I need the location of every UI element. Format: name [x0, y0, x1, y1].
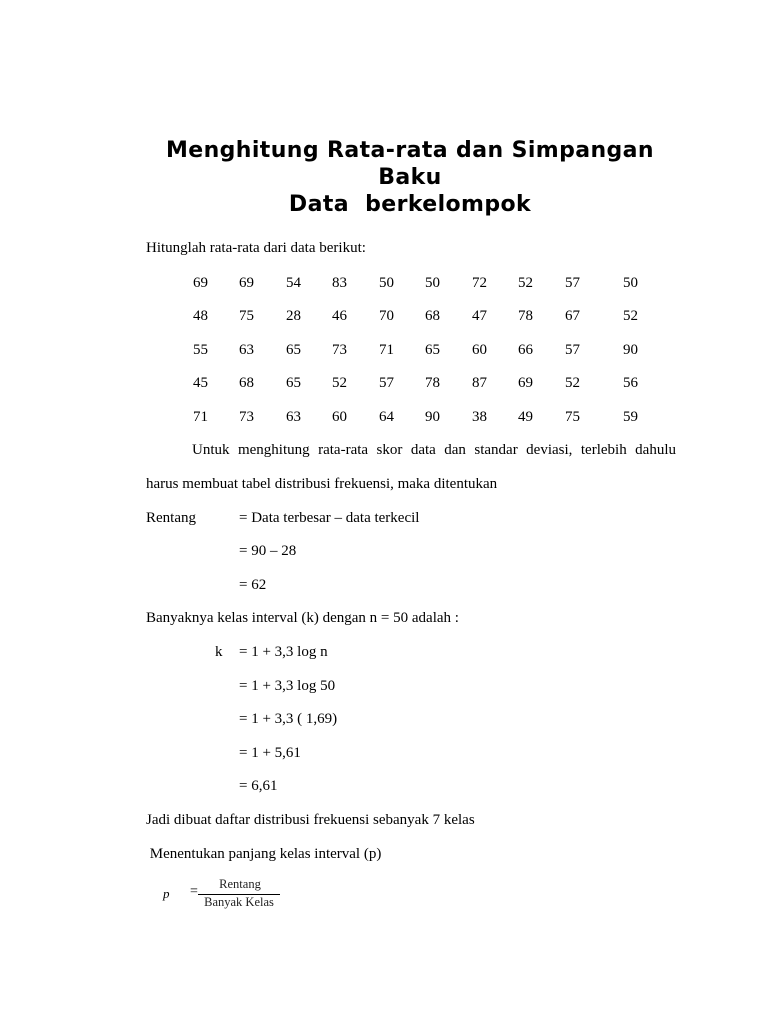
k-step-3: = 1 + 3,3 ( 1,69)	[239, 711, 338, 727]
k-step-2: = 1 + 3,3 log 50	[239, 678, 336, 694]
formula-denominator: Banyak Kelas	[204, 895, 274, 909]
data-cell: 52	[623, 308, 638, 324]
data-cell: 50	[623, 275, 638, 291]
data-cell: 52	[565, 375, 580, 391]
intro-text: Hitunglah rata-rata dari data berikut:	[146, 240, 366, 256]
kelas-intro: Banyaknya kelas interval (k) dengan n = 50 adalah :	[146, 610, 459, 626]
data-cell: 45	[193, 375, 208, 391]
title-line-3: Data berkelompok	[288, 192, 532, 217]
paragraph-line-1: Untuk menghitung rata-rata skor data dan standar deviasi, terlebih dahulu	[192, 442, 676, 458]
data-cell: 60	[472, 342, 487, 358]
data-cell: 50	[425, 275, 440, 291]
data-cell: 75	[239, 308, 254, 324]
data-cell: 60	[332, 409, 347, 425]
rentang-step-1: = Data terbesar – data terkecil	[239, 510, 420, 526]
data-cell: 73	[239, 409, 254, 425]
rentang-step-2: = 90 – 28	[239, 543, 297, 559]
data-cell: 71	[379, 342, 394, 358]
rentang-step-3: = 62	[239, 577, 267, 593]
data-cell: 47	[472, 308, 487, 324]
data-cell: 57	[565, 275, 580, 291]
data-cell: 67	[565, 308, 580, 324]
data-cell: 57	[379, 375, 394, 391]
data-cell: 50	[379, 275, 394, 291]
data-cell: 63	[286, 409, 301, 425]
data-cell: 55	[193, 342, 208, 358]
data-cell: 59	[623, 409, 638, 425]
data-cell: 78	[518, 308, 533, 324]
data-cell: 78	[425, 375, 440, 391]
panjang-kelas-formula	[160, 876, 300, 916]
data-cell: 90	[623, 342, 638, 358]
data-cell: 72	[472, 275, 487, 291]
data-cell: 68	[239, 375, 254, 391]
panjang-intro: Menentukan panjang kelas interval (p)	[146, 846, 382, 862]
title-line-2: Baku	[378, 165, 442, 190]
data-cell: 65	[286, 375, 301, 391]
data-cell: 63	[239, 342, 254, 358]
data-cell: 65	[286, 342, 301, 358]
conclusion-text: Jadi dibuat daftar distribusi frekuensi sebanyak 7 kelas	[146, 812, 475, 828]
data-cell: 87	[472, 375, 487, 391]
data-cell: 56	[623, 375, 638, 391]
data-cell: 70	[379, 308, 394, 324]
data-cell: 90	[425, 409, 440, 425]
data-cell: 75	[565, 409, 580, 425]
rentang-label: Rentang	[146, 510, 196, 526]
k-step-1: = 1 + 3,3 log n	[239, 644, 328, 660]
k-step-4: = 1 + 5,61	[239, 745, 301, 761]
data-cell: 66	[518, 342, 533, 358]
page-title	[100, 137, 720, 218]
data-cell: 69	[193, 275, 208, 291]
data-cell: 71	[193, 409, 208, 425]
data-cell: 49	[518, 409, 533, 425]
formula-equals: =	[190, 884, 198, 899]
data-cell: 54	[286, 275, 301, 291]
data-cell: 57	[565, 342, 580, 358]
title-line-1: Menghitung Rata-rata dan Simpangan	[165, 138, 654, 163]
data-cell: 69	[518, 375, 533, 391]
data-cell: 28	[286, 308, 301, 324]
data-cell: 68	[425, 308, 440, 324]
data-cell: 46	[332, 308, 347, 324]
formula-lhs: p	[163, 886, 170, 901]
paragraph-line-2: harus membuat tabel distribusi frekuensi, maka ditentukan	[146, 476, 498, 492]
data-cell: 83	[332, 275, 347, 291]
data-cell: 73	[332, 342, 347, 358]
k-step-5: = 6,61	[239, 778, 278, 794]
data-cell: 48	[193, 308, 208, 324]
data-cell: 69	[239, 275, 254, 291]
data-cell: 65	[425, 342, 440, 358]
data-cell: 38	[472, 409, 487, 425]
data-cell: 64	[379, 409, 394, 425]
data-cell: 52	[332, 375, 347, 391]
data-cell: 52	[518, 275, 533, 291]
formula-numerator: Rentang	[219, 877, 261, 891]
k-label: k	[215, 644, 223, 660]
